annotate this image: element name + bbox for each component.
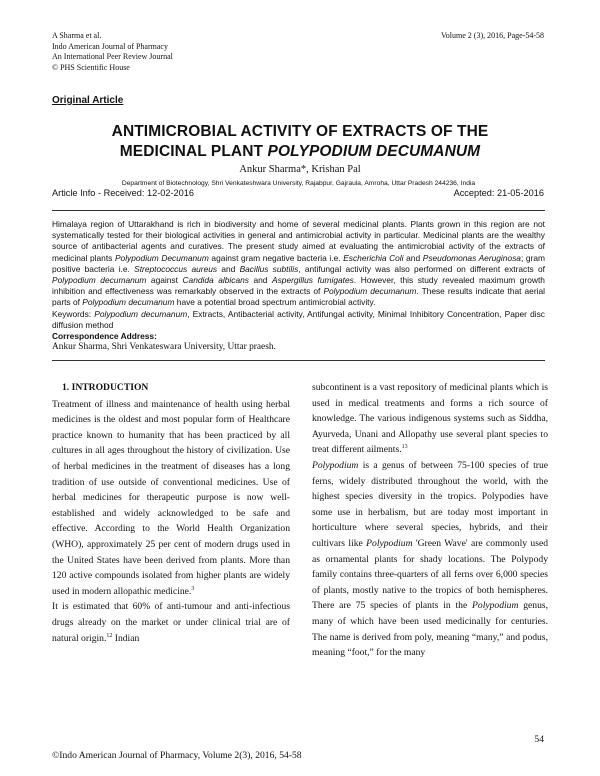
journal-name: Indo American Journal of Pharmacy [52, 41, 168, 51]
journal-subtitle: An International Peer Review Journal [52, 52, 173, 61]
title-line-1: ANTIMICROBIAL ACTIVITY OF EXTRACTS OF THE [111, 123, 489, 140]
abstract: Himalaya region of Uttarakhand is rich in biodiversity and home of several medicinal plants. Plants grown in this region are not systematically tested for their biological activities in general and antimicrobial activity in particular. Medicinal plants are the wealthy source of antibacterial agents and curatives. The present study aimed at evaluating the antimicrobial activity of the extracts of medicinal plants Polypodium Decumanum against gram negative bacteria i.e. Escherichia Coli and Pseudomonas Aeruginosa; gram positive bacteria i.e. Streptococcus aureus and Bacillus subtilis, antifungal activity was also performed on different extracts of Polypodium decumanum against Candida albicans and Aspergillus fumigates. However, this study revealed maximum growth inhibition and effectiveness was remarkably observed in the extracts of Polypodium decumanum. These results indicate that aerial parts of Polypodium decumanum have a potential broad spectrum antimicrobial activity. Keywords: Polypodium decumanum, Extracts, Antibacterial activity, Antifungal activity, Minimal Inhibitory Concentration, Paper disc diffusion method Correspondence Address: [52, 219, 546, 342]
affiliation: Department of Biotechnology, Shri Venkateshwara University, Rajabpur, Gajraula, Amroha, Uttar Pradesh 244236, India [121, 180, 476, 187]
keywords: Keywords: Polypodium decumanum, Extracts, Antibacterial activity, Antifungal activity, Minimal Inhibitory Concentration, Paper disc diffusion method [52, 308, 545, 330]
divider-bottom [52, 360, 545, 361]
intro-paragraph-3: subcontinent is a vast repository of medicinal plants which is used in medical treatments and forms a rich source of knowledge. The various indigenous systems such as Siddha, Ayurveda, Unani and Allopathy use several plant species to treat different ailments.$^{13}$ Polypodium is a genus of between 75-100 species of true ferns, widely distributed throughout the world, with the highest species diversity in the tropics. Polypodies have some use in herbalism, but are today most important in horticulture where several species, hybrids, and their cultivars like Polypodium 'Green Wave' are commonly used as ornamental plants for shady locations. The Polypody family contains three-quarters of all ferns over 6,000 species of plants, mostly native to the tropics of both hemispheres. There are 75 species of plants in the Polypodium genus, many of which have been used medicinally for centuries. The name is derived from poly, meaning “many,” and podus, meaning “foot,” for the many [312, 382, 548, 659]
running-header [52, 31, 312, 73]
section-heading-introduction: 1. INTRODUCTION [62, 382, 149, 393]
article-received: Article Info - Received: 12-02-2016 [52, 188, 194, 198]
copyright: © PHS Scientific House [52, 62, 130, 72]
footer-citation: ©Indo American Journal of Pharmacy, Volume 2(3), 2016, 54-58 [52, 750, 302, 761]
intro-paragraph-2: It is estimated that 60% of anti-tumour and anti-infectious drugs already on the market or under clinical trial are of natural origin.$^{12}$ Indian [52, 601, 290, 644]
body-column-left [52, 380, 290, 768]
title-line-2 [0, 142, 600, 162]
article-accepted: Accepted: 21-05-2016 [453, 188, 544, 198]
article-title [0, 122, 600, 162]
page-number: 54 [534, 734, 544, 745]
authors: Ankur Sharma*, Krishan Pal [239, 164, 361, 175]
divider-top [52, 210, 545, 211]
intro-paragraph-1: Treatment of illness and maintenance of health using herbal medicines is the oldest and most popular form of Healthcare practice known to humanity that has been practiced by all cultures in all ages throughout the history of civilization. Use of herbal medicines in the treatment of diseases has a long tradition of use outside of conventional medicines. Use of herbal medicines for therapeutic purpose is now well-established and widely acknowledged to be safe and effective. According to the World Health Organization (WHO), approximately 25 per cent of modern drugs used in the United States have been derived from plants. More than 120 active compounds isolated from higher plants are widely used in modern allopathic medicine.$^3$ [52, 398, 290, 597]
title-line-2-prefix: MEDICINAL PLANT [119, 143, 268, 160]
volume-pages: Volume 2 (3), 2016, Page-54-58 [441, 31, 544, 40]
correspondence-text: Ankur Sharma, Shri Venkateswara University, Uttar praesh. [52, 342, 276, 352]
author-short: A Sharma et al. [52, 31, 102, 40]
article-type: Original Article [52, 95, 124, 106]
title-species: POLYPODIUM DECUMANUM [267, 143, 481, 160]
correspondence-label: Correspondence Address: [52, 331, 157, 342]
body-column-right [312, 380, 548, 768]
